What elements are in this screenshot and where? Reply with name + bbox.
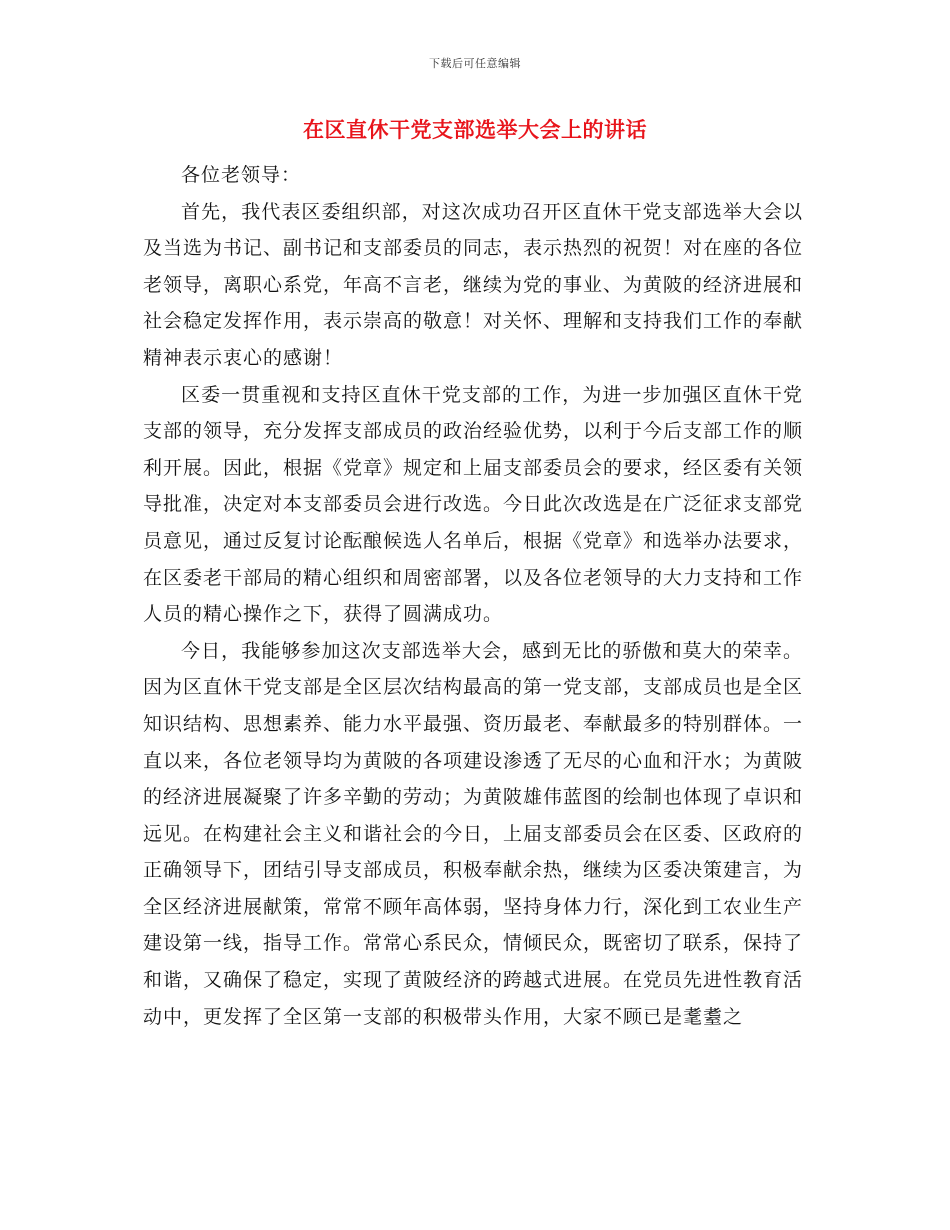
paragraph: 今日，我能够参加这次支部选举大会，感到无比的骄傲和莫大的荣幸。因为区直休干党支部是全区层次结构最高的第一党支部，支部成员也是全区知识结构、思想素养、能力水平最强、资历最老、奉献最多的特别群体。一直以来，各位老领导均为黄陂的各项建设渗透了无尽的心血和汗水；为黄陂的经济进展凝聚了许多辛勤的劳动；为黄陂雄伟蓝图的绘制也体现了卓识和远见。在构建社会主义和谐社会的今日，上届支部委员会在区委、区政府的正确领导下，团结引导支部成员，积极奉献余热，继续为区委决策建言，为全区经济进展献策，常常不顾年高体弱，坚持身体力行，深化到工农业生产建设第一线，指导工作。常常心系民众，情倾民众，既密切了联系，保持了和谐，又确保了稳定，实现了黄陂经济的跨越式进展。在党员先进性教育活动中，更发挥了全区第一支部的积极带头作用，大家不顾已是耄耋之 <box>143 639 804 1028</box>
header-note: 下载后可任意编辑 <box>429 57 521 70</box>
paragraph: 区委一贯重视和支持区直休干党支部的工作，为进一步加强区直休干党支部的领导，充分发挥支部成员的政治经验优势，以利于今后支部工作的顺利开展。因此，根据《党章》规定和上届支部委员会的要求，经区委有关领导批准，决定对本支部委员会进行改选。今日此次改选是在广泛征求支部党员意见，通过反复讨论酝酿候选人名单后，根据《党章》和选举办法要求，在区委老干部局的精心组织和周密部署，以及各位老领导的大力支持和工作人员的精心操作之下，获得了圆满成功。 <box>143 383 804 626</box>
document-title: 在区直休干党支部选举大会上的讲话 <box>303 118 647 142</box>
paragraph: 首先，我代表区委组织部，对这次成功召开区直休干党支部选举大会以及当选为书记、副书记和支部委员的同志，表示热烈的祝贺！对在座的各位老领导，离职心系党，年高不言老，继续为党的事业、为黄陂的经济进展和社会稳定发挥作用，表示崇高的敬意！对关怀、理解和支持我们工作的奉献精神表示衷心的感谢！ <box>143 200 804 369</box>
salutation: 各位老领导： <box>181 164 302 186</box>
document-body <box>143 157 803 1035</box>
